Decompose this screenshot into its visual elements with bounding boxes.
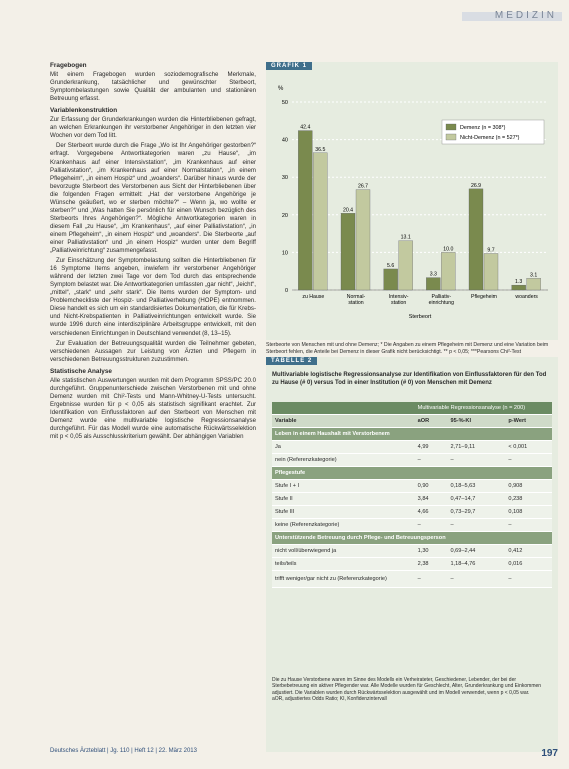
table-cell: teils/teils bbox=[272, 558, 415, 571]
table-row bbox=[272, 519, 552, 532]
table-cell: Ja bbox=[272, 441, 415, 454]
heading-fragebogen: Fragebogen bbox=[50, 62, 87, 69]
bar-value-label: 20.4 bbox=[342, 207, 354, 214]
x-axis-label: Sterbeort bbox=[408, 314, 432, 320]
bar-value-label: 26.7 bbox=[357, 183, 369, 190]
table-cell: – bbox=[447, 454, 505, 467]
table-group-row bbox=[272, 467, 552, 480]
bar bbox=[313, 153, 327, 290]
table-column-header: aOR bbox=[415, 415, 448, 428]
heading-statistik: Statistische Analyse bbox=[50, 367, 112, 375]
paragraph-fragebogen: Mit einem Fragebogen wurden soziodemografische Merkmale, Grunderkrankung, tatsächlicher und gewünschter Sterbeort, Symptombelastungen sowie Qualität der ambulanten und stationären Betreuung erfasst. bbox=[50, 71, 256, 103]
table-cell: 1,30 bbox=[415, 545, 448, 558]
x-tick-label: station bbox=[391, 300, 407, 306]
table-panel bbox=[266, 357, 558, 752]
table-cell: 0,18–5,63 bbox=[447, 480, 505, 493]
table-cell: 4,99 bbox=[415, 441, 448, 454]
bar-value-label: 9.7 bbox=[487, 247, 495, 254]
table-span-header-row bbox=[272, 402, 552, 415]
bar-value-label: 13.1 bbox=[400, 234, 411, 241]
table-cell: – bbox=[505, 519, 552, 532]
table-cell: 4,66 bbox=[415, 506, 448, 519]
table-cell: 1,18–4,76 bbox=[447, 558, 505, 571]
bar bbox=[527, 278, 541, 290]
table-column-header: p-Wert bbox=[505, 415, 552, 428]
legend-label: Nicht-Demenz (n = 527*) bbox=[460, 135, 520, 141]
bar bbox=[356, 190, 370, 290]
table-cell: nicht voll/überwiegend ja bbox=[272, 545, 415, 558]
regression-table bbox=[272, 402, 552, 588]
x-tick-label: Palliativ- bbox=[431, 294, 452, 300]
table-cell: – bbox=[447, 519, 505, 532]
x-tick-label: station bbox=[348, 300, 364, 306]
bar bbox=[441, 252, 455, 290]
x-tick-label: einrichtung bbox=[428, 300, 455, 306]
table-tag: TABELLE 2 bbox=[266, 357, 317, 365]
page-header bbox=[0, 0, 569, 22]
table-group-label: Unterstützende Betreuung durch Pflege- und Betreuungsperson bbox=[272, 532, 552, 545]
table-cell: 0,90 bbox=[415, 480, 448, 493]
table-cell: 0,69–2,44 bbox=[447, 545, 505, 558]
table-footnote-abbrev: aOR, adjustiertes Odds Ratio; KI, Konfidenzintervall bbox=[272, 696, 387, 703]
table-footnote-main: Die zu Hause Verstorbene waren im Sinne des Modells ein Verheirateter, Geschiedener, Lebender, der bei der Sterbebetreuung ein aktiver Pflegender war. Alle Modelle wurden für Geschlecht, Alter, Grunderkrankung und Einkommen adjustiert. Die Variablen wurden durch Rückwärtsselektion ausgewählt und im Modell verwendet, wenn p < 0,05 war. bbox=[272, 677, 542, 696]
bar-value-label: 1.3 bbox=[515, 279, 523, 286]
legend-swatch bbox=[446, 124, 456, 130]
x-tick-label: Pflegeheim bbox=[471, 294, 497, 300]
table-footnote bbox=[272, 677, 554, 703]
x-tick-label: woanders bbox=[515, 294, 538, 300]
bar-value-label: 26.9 bbox=[470, 182, 482, 189]
table-cell: 0,47–14,7 bbox=[447, 493, 505, 506]
heading-variablen: Variablenkonstruktion bbox=[50, 107, 118, 115]
table-row bbox=[272, 480, 552, 493]
bar-chart bbox=[266, 72, 558, 334]
bar-value-label: 3.3 bbox=[429, 271, 437, 278]
paragraph-variablen-4: Zur Evaluation der Betreuungsqualität wurden die Teilnehmer gebeten, verschiedenen Aussagen zur Leistung von Ärzten und Pflegern in verschiedenen Betreuungsstrukturen zuzustimmen. bbox=[50, 339, 256, 363]
y-tick-label: 20 bbox=[281, 212, 288, 219]
table-column-header-row bbox=[272, 415, 552, 428]
table-cell: – bbox=[505, 571, 552, 588]
table-cell: nein (Referenzkategorie) bbox=[272, 454, 415, 467]
bar bbox=[298, 131, 312, 290]
page-footer bbox=[50, 748, 558, 762]
left-text-column bbox=[50, 58, 256, 443]
table-column-header: Variable bbox=[272, 415, 415, 428]
paragraph-statistik: Alle statistischen Auswertungen wurden mit dem Programm SPSS/PC 20.0 durchgeführt. Gruppenunterschiede zwischen Verstorbenen mit und ohne Demenz wurden mit Chi²-Tests und Mann-Whitney-U-Tests untersucht. Ergebnisse wurden für p < 0,05 als statistisch signifikant erachtet. Zur Identifikation von Einflussfaktoren auf den Sterbeort von Menschen mit Demenz wurde eine multivariable logistische Regressionsanalyse durchgeführt. Für das Modell wurde eine automatische Rückwärtsselektion mit p < 0,05 als Ausschlusskriterium gewählt. Der abhängigen Variablen bbox=[50, 376, 256, 441]
y-tick-label: 10 bbox=[281, 250, 288, 257]
table-group-label: Leben in einem Haushalt mit Verstorbenem bbox=[272, 428, 552, 441]
table-header-blank bbox=[272, 402, 415, 415]
table-cell: 0,73–29,7 bbox=[447, 506, 505, 519]
table-cell: Stufe II bbox=[272, 493, 415, 506]
table-cell: 0,016 bbox=[505, 558, 552, 571]
bar-value-label: 36.5 bbox=[315, 146, 326, 153]
table-row bbox=[272, 441, 552, 454]
legend-label: Demenz (n = 308*) bbox=[460, 125, 506, 131]
x-tick-label: Normal- bbox=[346, 294, 366, 300]
x-tick-label: Intensiv- bbox=[388, 294, 409, 300]
y-unit-label: % bbox=[278, 86, 284, 92]
legend-swatch bbox=[446, 134, 456, 140]
table-group-row bbox=[272, 532, 552, 545]
paragraph-variablen-3: Zur Einschätzung der Symptombelastung sollten die Hinterbliebenen für 16 Symptome Items angeben, inwiefern ihr verstorbener Angehöriger während der letzten zwei Tage vor dem Tod durch das entsprechende Symptom belastet war. Die Antwortkategorien umfassten „gar nicht“, „leicht“, „mittel“, „stark“ und „sehr stark“. Die Items wurden der Symptom- und Problemcheckliste der Hospiz- und Palliativerhebung (HOPE) entnommen. Diese handelt es sich um ein standardisiertes Dokumentation, die für Krebs- und Nicht-Krebspatienten in Palliativeinrichtungen entwickelt wurde. Sie wurde 1996 durch eine interdisziplinäre Arbeitsgruppe entwickelt, mit den verschiedenen Einrichtungen in Deutschland verwendet (8, 13–15). bbox=[50, 257, 256, 337]
figure-tag: GRAFIK 1 bbox=[266, 62, 312, 70]
bar bbox=[426, 278, 440, 290]
journal-citation: Deutsches Ärzteblatt | Jg. 110 | Heft 12 | 22. März 2013 bbox=[50, 748, 197, 754]
page-number: 197 bbox=[541, 748, 558, 759]
y-tick-label: 40 bbox=[281, 137, 288, 144]
figure-panel bbox=[266, 62, 558, 355]
x-tick-label: zu Hause bbox=[302, 294, 325, 300]
table-group-row bbox=[272, 428, 552, 441]
bar bbox=[341, 213, 355, 290]
bar bbox=[484, 254, 498, 290]
table-cell: < 0,001 bbox=[505, 441, 552, 454]
bar bbox=[512, 285, 526, 290]
table-row bbox=[272, 558, 552, 571]
bar bbox=[384, 269, 398, 290]
table-cell: – bbox=[447, 571, 505, 588]
table-cell: Stufe III bbox=[272, 506, 415, 519]
y-tick-label: 0 bbox=[284, 288, 288, 294]
table-row bbox=[272, 493, 552, 506]
table-cell: – bbox=[415, 519, 448, 532]
table-cell: 0,908 bbox=[505, 480, 552, 493]
table-title: Multivariable logistische Regressionsanalyse zur Identifikation von Einflussfaktoren für den Tod zu Hause (# 0) versus Tod in einer Institution (# 0) von Menschen mit Demenz bbox=[272, 372, 547, 386]
bar-value-label: 42.4 bbox=[300, 124, 311, 131]
table-cell: 2,71–9,11 bbox=[447, 441, 505, 454]
table-cell: – bbox=[415, 454, 448, 467]
table-cell: 2,38 bbox=[415, 558, 448, 571]
table-cell: – bbox=[505, 454, 552, 467]
table-cell: 3,84 bbox=[415, 493, 448, 506]
table-row bbox=[272, 506, 552, 519]
bar bbox=[469, 189, 483, 290]
section-label: MEDIZIN bbox=[494, 10, 557, 21]
table-cell: Stufe I + I bbox=[272, 480, 415, 493]
table-row bbox=[272, 571, 552, 588]
table-row bbox=[272, 545, 552, 558]
bar bbox=[399, 241, 413, 290]
table-cell: trifft weniger/gar nicht zu (Referenzkategorie) bbox=[272, 571, 415, 588]
bar-value-label: 10.0 bbox=[443, 246, 454, 253]
figure-caption: Sterbeorte von Menschen mit und ohne Demenz; * Die Angaben zu einem Pflegeheim mit Demenz und eine Variation beim Sterbeort fehlen, die Anteile bei Demenz in dieser Grafik nicht berücksichtigt. ** p < 0,05; ***Pearsons Chi²-Test bbox=[266, 342, 549, 355]
table-span-header: Multivariable Regressionsanalyse (n = 200) bbox=[415, 402, 552, 415]
bar-value-label: 3.1 bbox=[530, 272, 538, 279]
table-column-header: 95-%-KI bbox=[447, 415, 505, 428]
table-cell: keine (Referenzkategorie) bbox=[272, 519, 415, 532]
paragraph-variablen-2: Der Sterbeort wurde durch die Frage „Wo ist Ihr Angehöriger gestorben?“ erfragt. Vorgegebene Antwortkategorien waren „zu Hause“, „im Krankenhaus auf einer Intensivstation“, „im Krankenhaus auf einer Palliativstation“, „im Krankenhaus auf einer Normalstation“, „in einem Pflegeheim“, „in einem Hospiz“ und „woanders“. Darüber hinaus wurde der bevorzugte Sterbeort des Verstorbenen aus Sicht der Hinterbliebenen über die folgenden Fragen ermittelt: „Hat der verstorbene Angehörige je Wünsche geäußert, wo er sterben möchte?“ – Wenn ja, wo wollte er sterben?“ und „Was hatten Sie persönlich für einen Wunsch bezüglich des Sterbeorts Ihres Angehörigen?“. Mögliche Antwortkategorien waren in diesem Fall „zu Hause“, „im Krankenhaus“, „auf einer Palliativstation“, „in einem Pflegeheim“, „in einem Hospiz“ und „woanders“. Die Sterbeorte „auf einer Palliativstation“ und „in einem Hospiz“ wurden unter dem Begriff „Palliativeinrichtung“ zusammengefasst. bbox=[50, 142, 256, 255]
paragraph-variablen-1: Zur Erfassung der Grunderkrankungen wurden die Hinterbliebenen gefragt, an welchen Erkrankungen ihr verstorbener Angehöriger in den letzten vier Wochen vor dem Tod litt. bbox=[50, 116, 256, 140]
table-cell: 0,108 bbox=[505, 506, 552, 519]
table-row bbox=[272, 454, 552, 467]
table-group-label: Pflegestufe bbox=[272, 467, 552, 480]
table-cell: 0,412 bbox=[505, 545, 552, 558]
bar-value-label: 5.6 bbox=[387, 262, 395, 269]
y-tick-label: 50 bbox=[281, 100, 288, 106]
table-cell: – bbox=[415, 571, 448, 588]
y-tick-label: 30 bbox=[281, 175, 288, 182]
table-cell: 0,238 bbox=[505, 493, 552, 506]
